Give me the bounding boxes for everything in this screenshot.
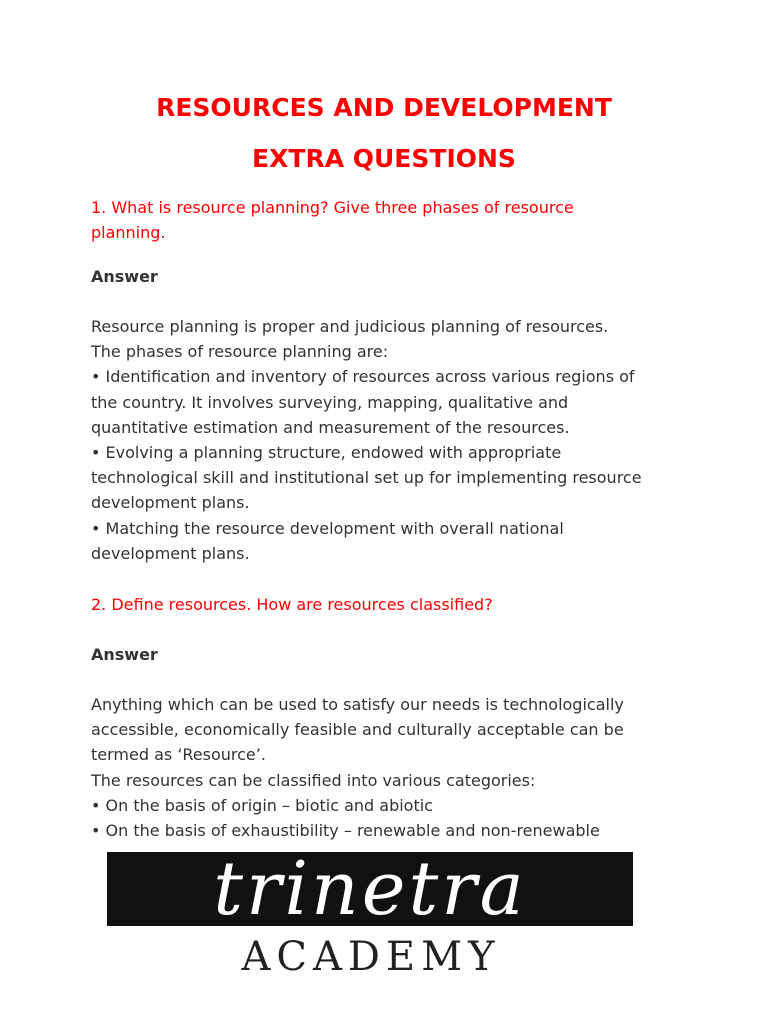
question-2-line: 2. Define resources. How are resources classified? — [91, 595, 493, 614]
answer-1-line: technological skill and institutional set up for implementing resource — [91, 468, 642, 488]
answer-1-line: The phases of resource planning are: — [91, 342, 389, 362]
answer-1-line: development plans. — [91, 543, 250, 563]
answer-2-line: accessible, economically feasible and culturally acceptable can be — [91, 720, 624, 740]
answer-2-line: termed as ‘Resource’. — [91, 745, 266, 765]
answer-1-line: quantitative estimation and measurement of the resources. — [91, 417, 570, 437]
question-1-line: planning. — [91, 223, 166, 242]
answer-1-line: • Matching the resource development with overall national — [91, 518, 564, 538]
answer-1-text — [91, 314, 691, 566]
question-2 — [91, 592, 691, 617]
answer-2-line: • On the basis of exhaustibility – renewable and non-renewable — [91, 821, 600, 841]
answer-2-label: Answer — [91, 645, 158, 664]
answer-2-line: Anything which can be used to satisfy our needs is technologically — [91, 695, 624, 714]
question-1-line: 1. What is resource planning? Give three phases of resource — [91, 198, 574, 217]
answer-2-line: • On the basis of origin – biotic and abiotic — [91, 795, 433, 815]
answer-1-line: the country. It involves surveying, mapping, qualitative and — [91, 392, 569, 412]
question-1 — [91, 195, 691, 245]
document-subtitle: EXTRA QUESTIONS — [252, 144, 516, 173]
answer-2-line: The resources can be classified into various categories: — [91, 770, 536, 790]
logo-bottom-text: ACADEMY — [241, 934, 501, 980]
answer-1-line: • Identification and inventory of resources across various regions of — [91, 367, 635, 387]
answer-1-line: • Evolving a planning structure, endowed with appropriate — [91, 443, 562, 463]
answer-1-line: Resource planning is proper and judicious planning of resources. — [91, 317, 609, 336]
answer-1-label: Answer — [91, 267, 158, 286]
answer-1-line: development plans. — [91, 493, 250, 513]
trinetra-academy-logo — [89, 840, 659, 980]
logo-top-text: trinetra — [213, 846, 527, 932]
document-title: RESOURCES AND DEVELOPMENT — [156, 93, 612, 122]
answer-2-text — [91, 692, 691, 843]
